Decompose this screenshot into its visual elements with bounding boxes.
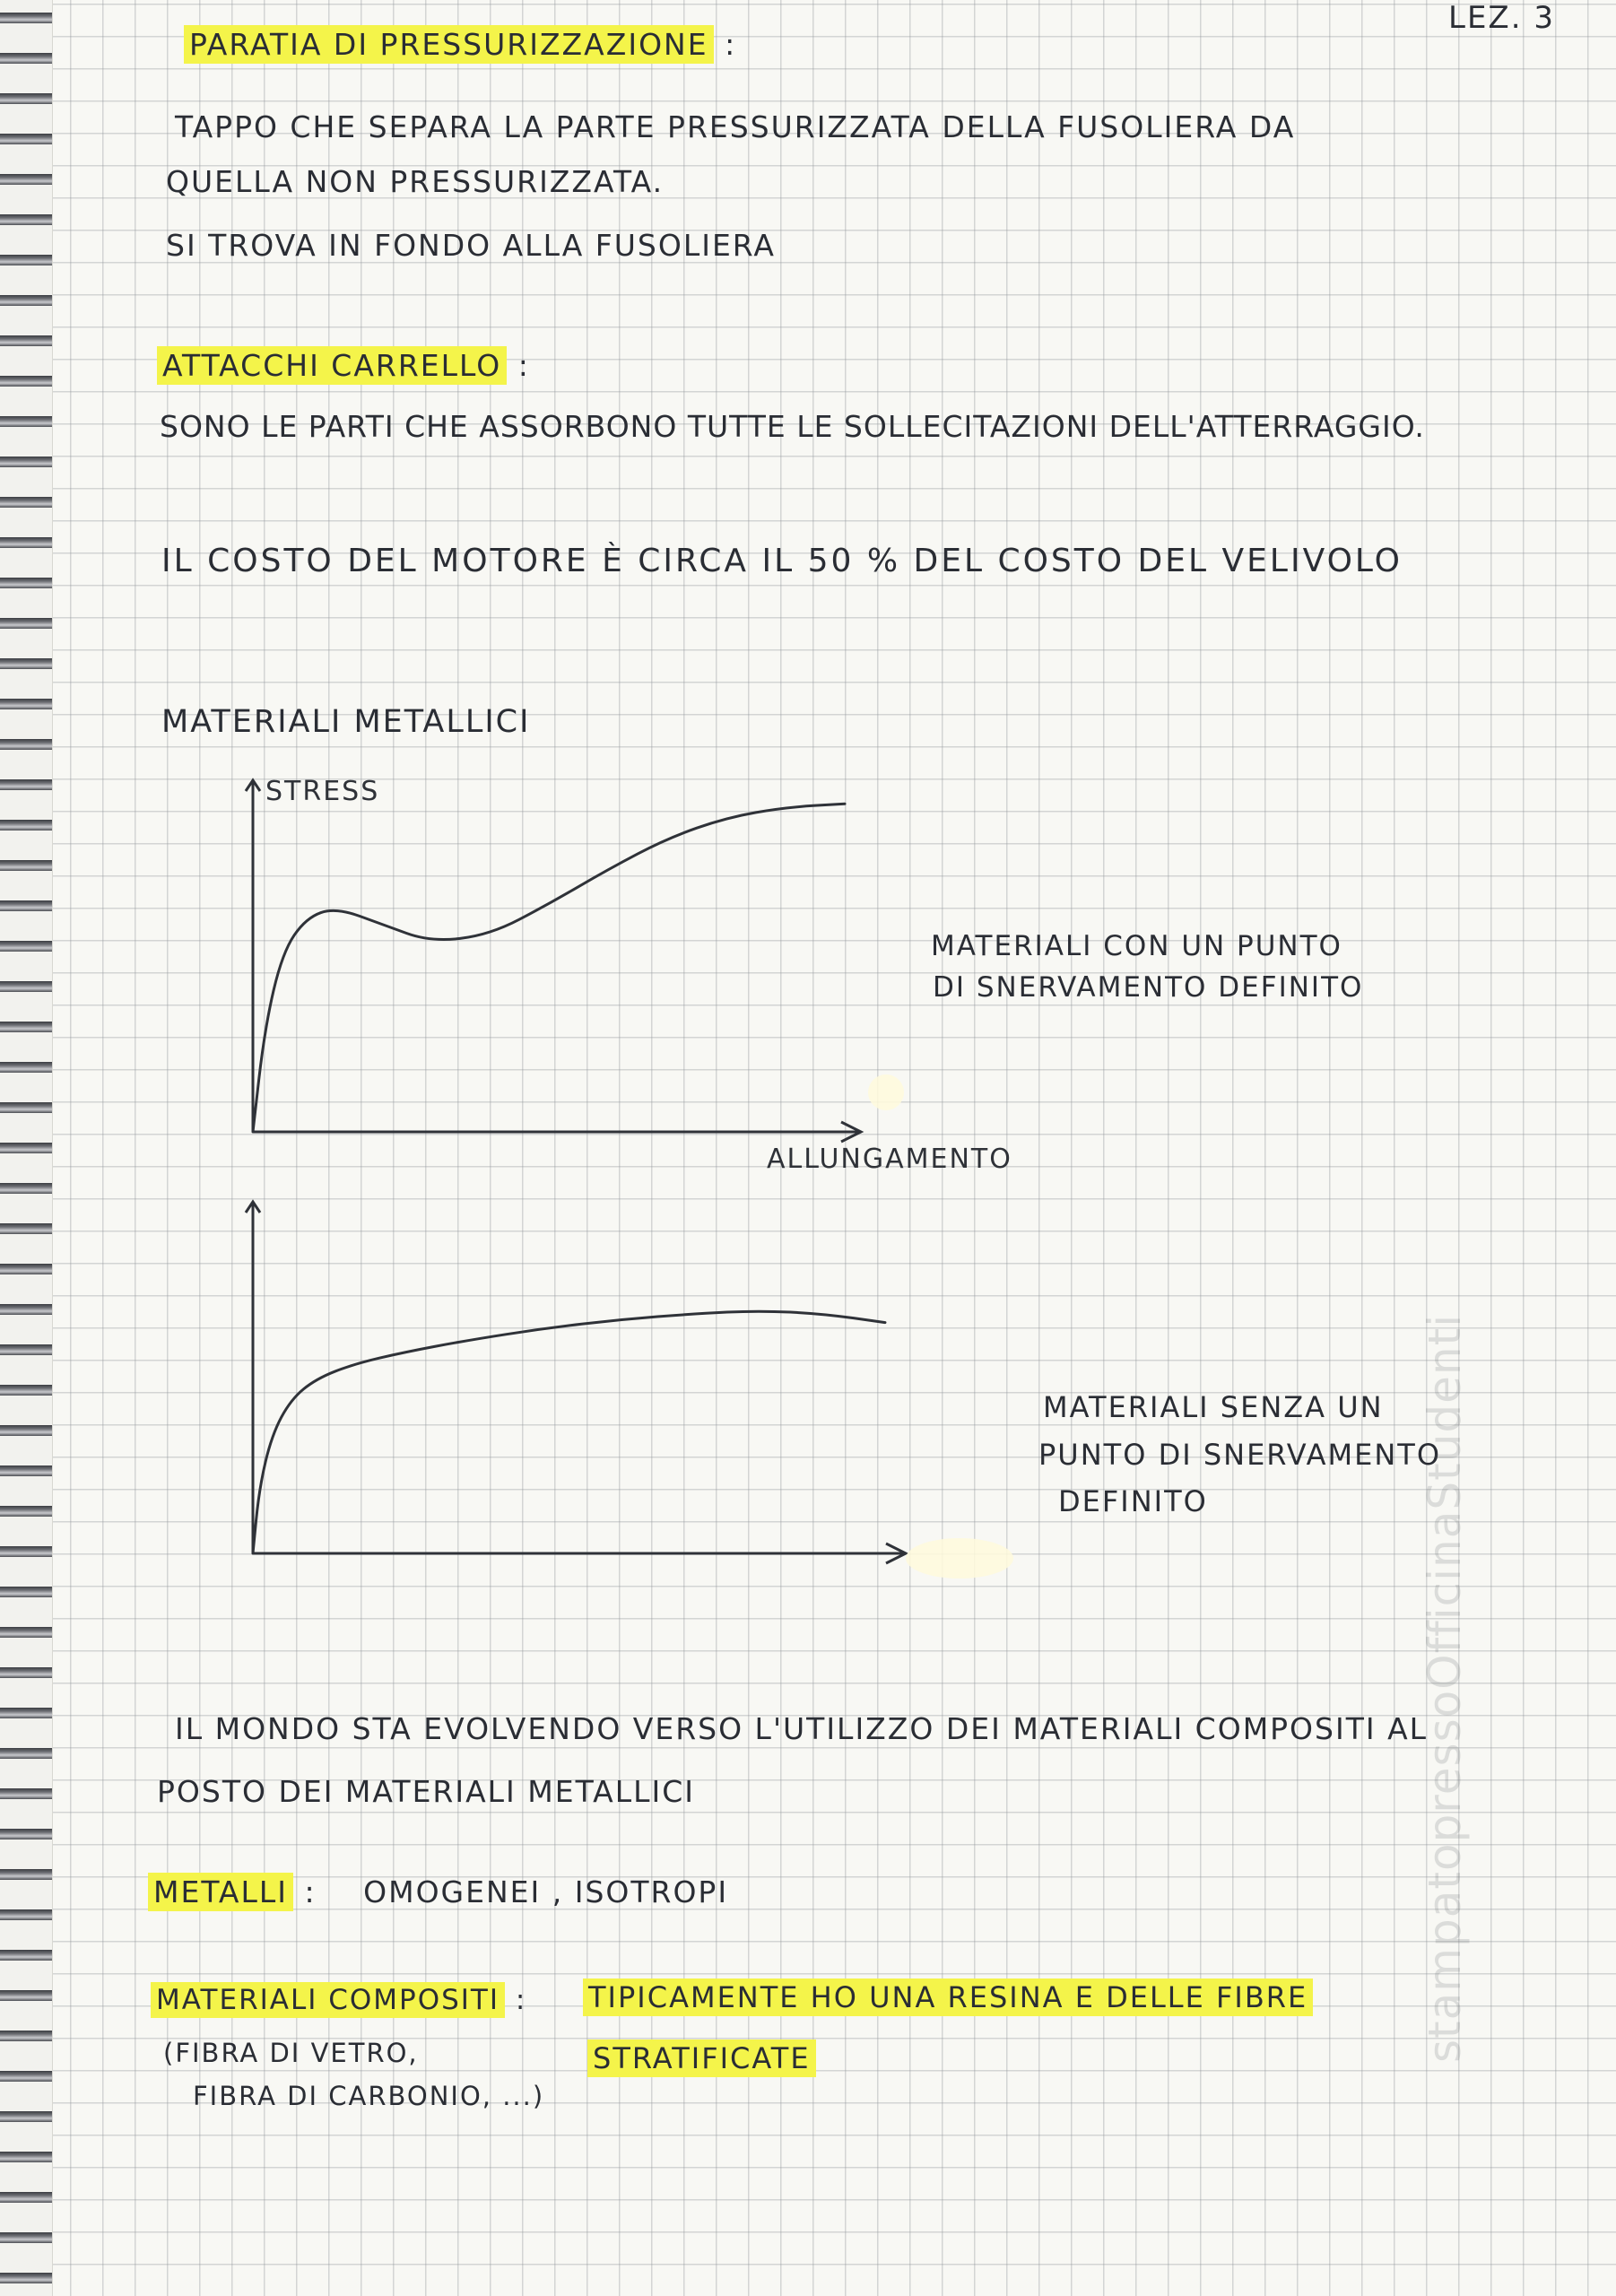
engine-cost-note: IL COSTO DEL MOTORE È CIRCA IL 50 % DEL COSTO DEL VELIVOLO — [161, 543, 1403, 579]
y-axis-label: STRESS — [265, 776, 380, 807]
chart2-annotation-line-2: PUNTO DI SNERVAMENTO — [1038, 1438, 1441, 1472]
metals-colon: : — [304, 1874, 317, 1909]
metals-label: METALLI — [148, 1873, 293, 1911]
x-axis-label: ALLUNGAMENTO — [767, 1144, 1012, 1175]
bulkhead-line-1: TAPPO CHE SEPARA LA PARTE PRESSURIZZATA DELLA FUSOLIERA DA — [175, 109, 1296, 144]
composites-examples-2: FIBRA DI CARBONIO, ...) — [193, 2081, 545, 2111]
composites-description-text-2: STRATIFICATE — [587, 2039, 816, 2077]
composites-description-2 — [587, 2041, 816, 2075]
paper-smudge — [906, 1538, 1013, 1578]
composites-description-1 — [583, 1980, 1313, 2014]
composites-description-text-1: TIPICAMENTE HO UNA RESINA E DELLE FIBRE — [583, 1979, 1313, 2016]
chart2-annotation-line-1: MATERIALI SENZA UN — [1043, 1390, 1384, 1424]
bulkhead-colon: : — [725, 27, 737, 62]
lesson-tag: LEZ. 3 — [1448, 0, 1555, 36]
bulkhead-title: PARATIA DI PRESSURIZZAZIONE — [184, 25, 714, 64]
metals-properties: OMOGENEI , ISOTROPI — [363, 1874, 729, 1909]
landing-gear-title: ATTACCHI CARRELLO — [157, 346, 507, 385]
metals-definition — [148, 1874, 728, 1909]
composites-label: MATERIALI COMPOSITI — [151, 1982, 505, 2018]
composites-colon: : — [515, 1984, 527, 2016]
metals-heading: MATERIALI METALLICI — [161, 704, 531, 740]
landing-gear-colon: : — [517, 348, 530, 383]
watermark: stampatopressoOfficinaStudenti — [1419, 1313, 1471, 2063]
landing-gear-line-1: SONO LE PARTI CHE ASSORBONO TUTTE LE SOLLECITAZIONI DELL'ATTERRAGGIO. — [160, 409, 1425, 444]
chart1-annotation-line-2: DI SNERVAMENTO DEFINITO — [933, 971, 1364, 1004]
bulkhead-line-2: QUELLA NON PRESSURIZZATA. — [166, 164, 665, 199]
composites-trend-line-1: IL MONDO STA EVOLVENDO VERSO L'UTILIZZO DEI MATERIALI COMPOSITI AL — [175, 1711, 1429, 1746]
chart2-annotation-line-3: DEFINITO — [1058, 1484, 1208, 1518]
stress-strain-curve — [253, 1311, 885, 1553]
chart1-annotation-line-1: MATERIALI CON UN PUNTO — [931, 930, 1342, 962]
bulkhead-line-3: SI TROVA IN FONDO ALLA FUSOLIERA — [166, 228, 776, 263]
stress-strain-curve — [253, 804, 845, 1132]
composites-heading — [151, 1984, 526, 2016]
composites-trend-line-2: POSTO DEI MATERIALI METALLICI — [157, 1774, 696, 1809]
paper-smudge — [868, 1074, 904, 1110]
composites-examples-1: (FIBRA DI VETRO, — [163, 2038, 419, 2068]
